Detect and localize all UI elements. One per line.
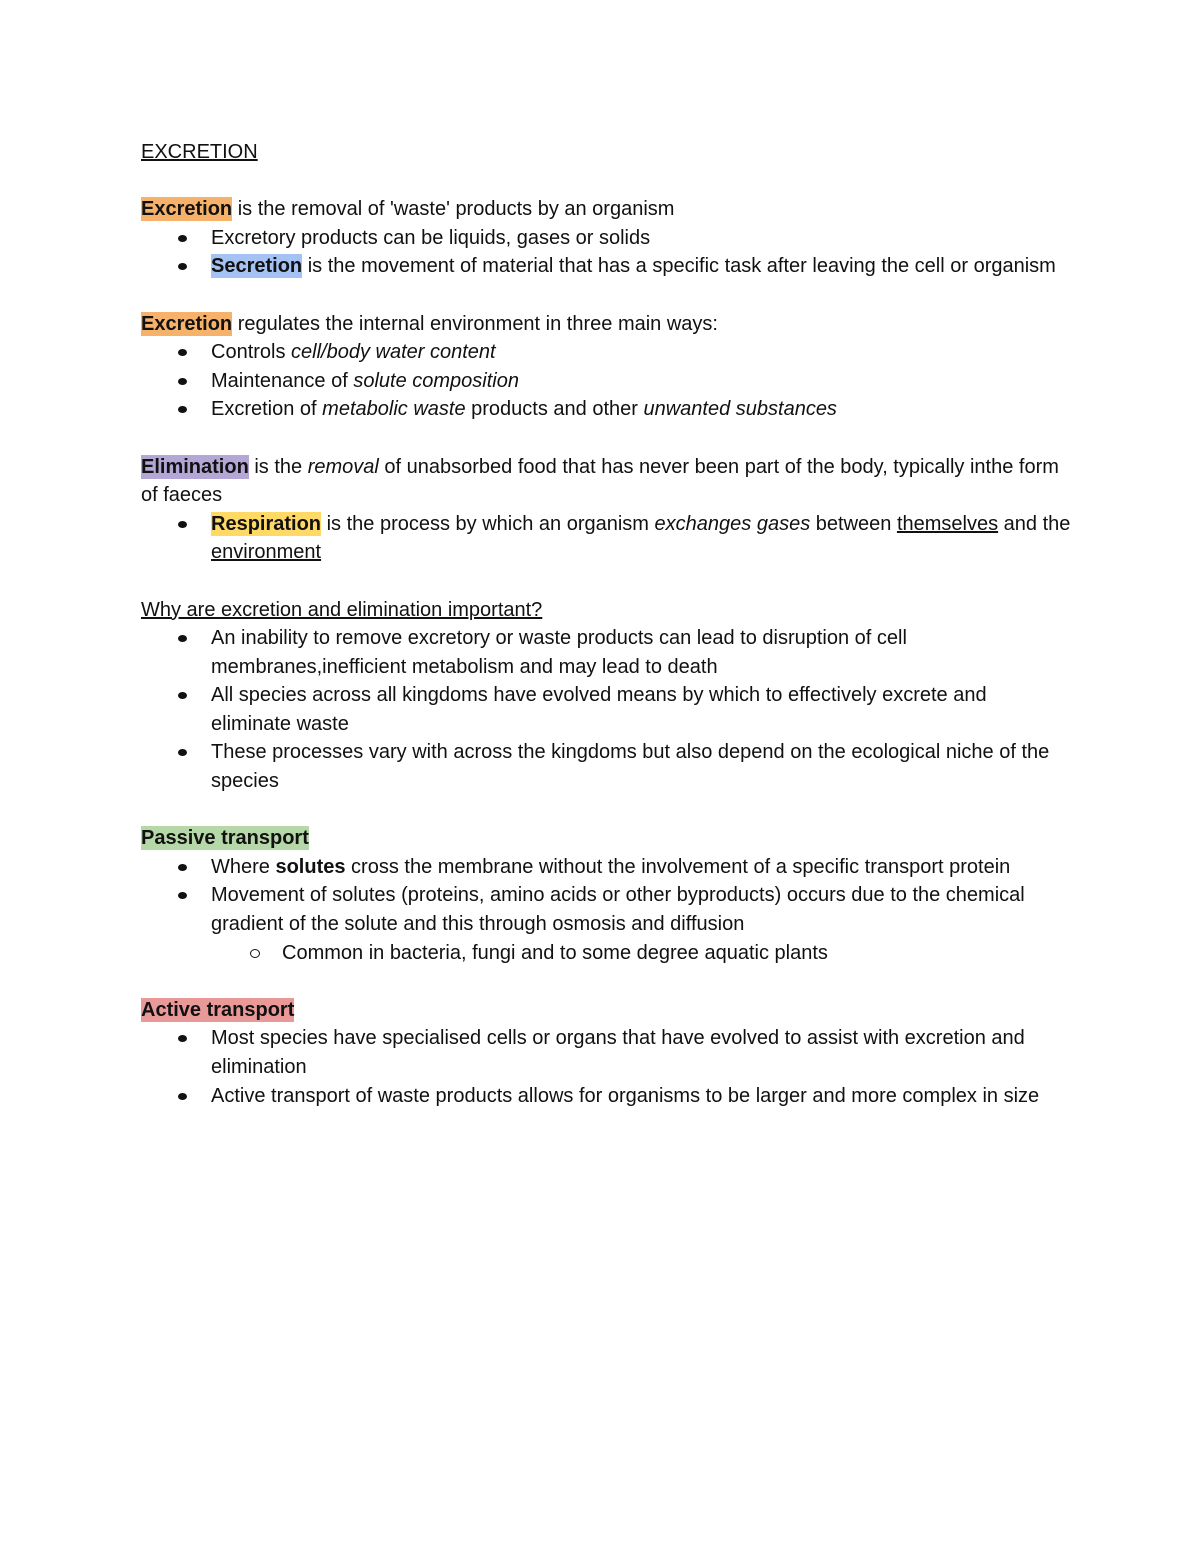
list-item	[141, 367, 1071, 396]
excretion-regulates	[141, 310, 1071, 339]
list-item	[141, 395, 1071, 424]
term-excretion-highlight: Excretion	[141, 198, 233, 221]
list-item	[141, 881, 1071, 938]
text: cross the membrane without the involvement of a specific transport protein	[345, 855, 1011, 878]
text: Where	[211, 855, 276, 878]
excretion-bullets	[141, 224, 1071, 281]
text: is the movement of material that has a specific task after leaving the cell or organism	[302, 255, 1056, 278]
sub-list-item	[141, 939, 1071, 968]
list-item	[141, 681, 1071, 738]
text: Maintenance of	[211, 369, 354, 392]
underlined-text: environment	[211, 541, 322, 564]
term-elimination-highlight: Elimination	[141, 455, 249, 478]
term-secretion-highlight: Secretion	[211, 255, 303, 278]
list-item	[141, 252, 1071, 281]
passive-transport-heading	[141, 824, 1071, 853]
list-item	[141, 624, 1071, 681]
list-item	[141, 338, 1071, 367]
importance-heading: Why are excretion and elimination important?	[141, 598, 543, 621]
active-transport-heading	[141, 996, 1071, 1025]
text: products and other	[465, 398, 644, 421]
list-item	[141, 224, 1071, 253]
text: These processes vary with across the kingdoms but also depend on the ecological niche of the species	[211, 741, 1050, 793]
text: Most species have specialised cells or organs that have evolved to assist with excretion and elimination	[211, 1027, 1025, 1078]
list-item	[141, 510, 1071, 567]
text: Controls	[211, 341, 292, 364]
list-item	[141, 853, 1071, 882]
list-item	[141, 1024, 1071, 1081]
italic-text: unwanted substances	[643, 398, 837, 421]
term-respiration-highlight: Respiration	[211, 512, 322, 535]
regulation-bullets	[141, 338, 1071, 424]
active-transport-highlight: Active transport	[141, 998, 295, 1021]
passive-transport-highlight: Passive transport	[141, 827, 309, 850]
text: An inability to remove excretory or waste products can lead to disruption of cell membranes,inefficient metabolism and may lead to death	[211, 627, 907, 678]
text: is the removal of 'waste' products by an organism	[232, 198, 675, 221]
italic-text: removal	[307, 455, 379, 478]
bold-text: solutes	[275, 855, 346, 878]
text: is the process by which an organism	[321, 512, 655, 535]
italic-text: solute composition	[353, 369, 519, 392]
text: is the	[248, 455, 308, 478]
text: and the	[998, 512, 1071, 535]
list-item	[141, 738, 1071, 795]
text: All species across all kingdoms have evolved means by which to effectively excrete and eliminate waste	[211, 684, 987, 735]
page-title: EXCRETION	[141, 141, 258, 163]
document-body	[141, 138, 1071, 1110]
text: regulates the internal environment in three main ways:	[232, 312, 718, 335]
text: Excretion of	[211, 398, 323, 421]
text: Movement of solutes (proteins, amino acids or other byproducts) occurs due to the chemical gradient of the solute and this through osmosis and diffusion	[211, 884, 1025, 936]
elimination-bullets	[141, 510, 1071, 567]
term-excretion-highlight: Excretion	[141, 312, 233, 335]
italic-text: cell/body water content	[291, 341, 496, 364]
elimination-definition	[141, 453, 1071, 510]
importance-bullets	[141, 624, 1071, 796]
text: Active transport of waste products allows for organisms to be larger and more complex in size	[211, 1084, 1040, 1107]
passive-transport-bullets	[141, 853, 1071, 967]
active-transport-bullets	[141, 1024, 1071, 1110]
text: between	[810, 512, 897, 535]
excretion-definition	[141, 195, 1071, 224]
italic-text: metabolic waste	[322, 398, 466, 421]
list-item	[141, 1082, 1071, 1111]
italic-text: exchanges gases	[654, 512, 811, 535]
underlined-text: themselves	[896, 512, 999, 535]
text: of unabsorbed food that has never been part of the body, typically inthe form of faeces	[141, 455, 1059, 507]
text: Excretory products can be liquids, gases or solids	[211, 226, 651, 249]
text: Common in bacteria, fungi and to some degree aquatic plants	[282, 941, 828, 964]
